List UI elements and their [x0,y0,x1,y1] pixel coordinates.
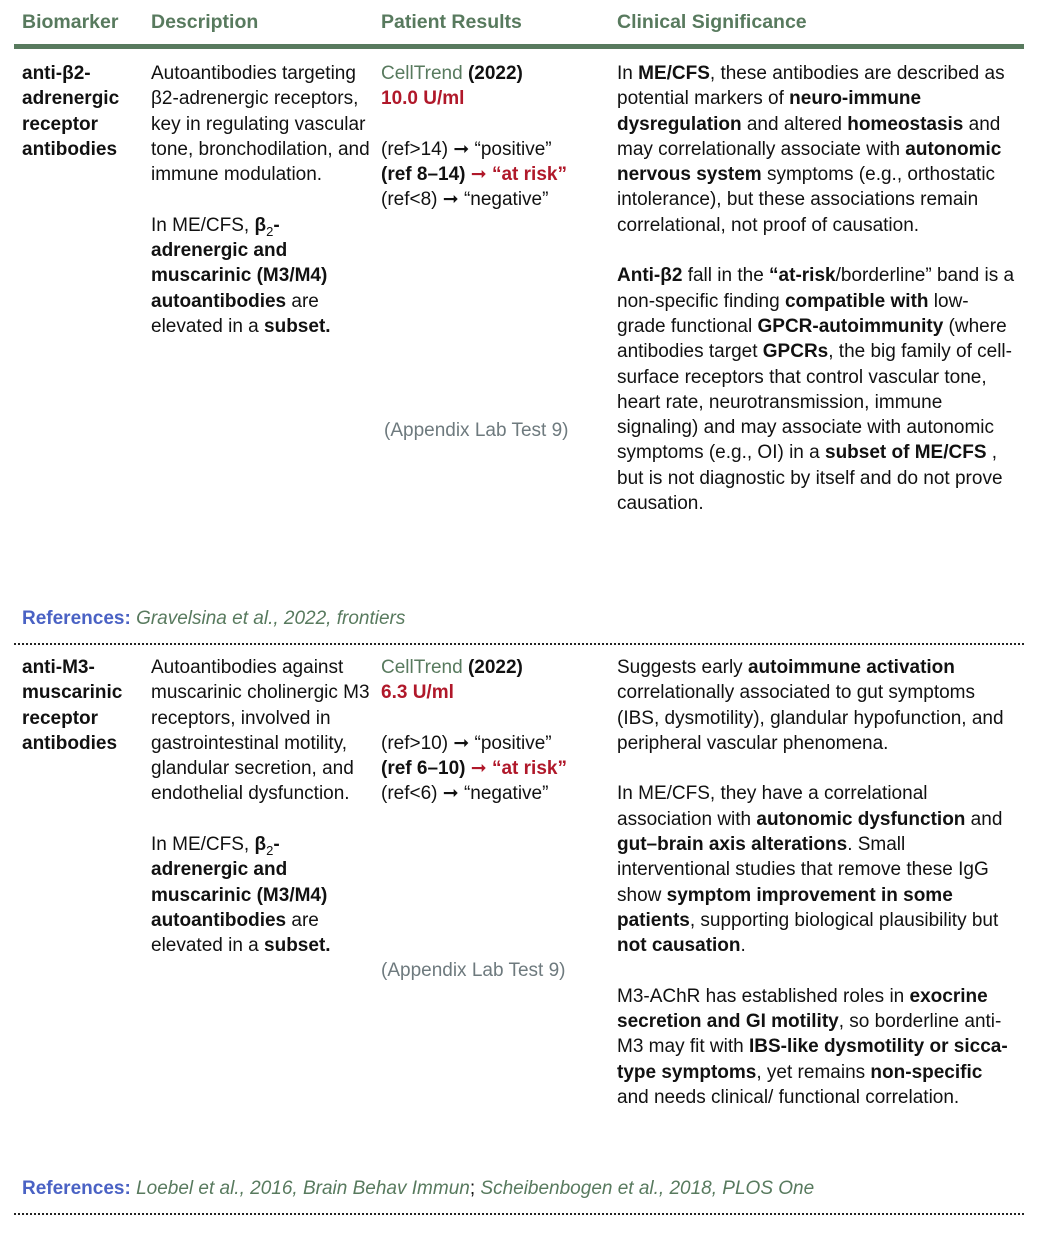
text: fall in the [682,265,770,287]
ref-at-risk-range: (ref 8–14) [381,164,466,186]
text: . [740,935,746,957]
bold-text: “at-risk [769,265,836,287]
table-header [0,10,1040,38]
arrow-icon: ➞ [465,758,492,780]
text: Suggests early [617,657,748,678]
bold-text: exocrine secretion and GI motility [617,985,988,1033]
references-label: References: [22,608,131,629]
bold-text: neuro-immune dysregulation [617,88,922,135]
result-value: 10.0 U/ml [381,88,465,110]
text: and may correlationally associate with [617,113,1001,160]
text: , so borderline anti-M3 may fit with [617,1011,1002,1058]
text: are elevated in a [151,909,319,957]
ref-negative: (ref<8) ➞ “negative” [381,189,549,211]
bold-text: autonomic nervous system [617,138,1002,186]
significance-cell [617,655,1017,1136]
text: and needs clinical/ functional correlation. [617,1087,960,1109]
significance-paragraph [617,263,1017,516]
ref-at-risk-range: (ref 6–10) [381,758,466,780]
bold-text: gut–brain axis alterations [617,834,848,856]
reference-link[interactable]: Loebel et al., 2016, Brain Behav Immun [136,1178,470,1199]
description-paragraph [151,61,373,187]
reference-link[interactable]: Scheibenbogen et al., 2018, PLOS One [480,1178,815,1199]
text: and altered [741,113,848,135]
ref-positive: (ref>10) ➞ “positive” [381,732,552,754]
spacer [381,112,611,137]
bold-text: GPCRs [762,341,829,363]
text: correlationally associated to gut symptoms (IBS, dysmotility), glandular hypofunction, and peripheral vascular phenomena. [617,682,1004,754]
bold-text: subset. [264,315,331,337]
bold-text: -adrenergic and muscarinic (M3/M4) autoantibodies [151,214,328,312]
row-divider [14,643,1024,645]
bold-text: -adrenergic and muscarinic (M3/M4) autoantibodies [151,834,328,931]
text: , but is not diagnostic by itself and do not prove causation. [617,442,1003,515]
significance-cell [617,61,1017,542]
bold-text: Anti-β2 [617,265,683,287]
text: , the big family of cell-surface receptors that control vascular tone, heart rate, neurotransmission, immune signaling) and may associate with autonomic symptoms (e.g., OI) in a [617,341,1012,464]
significance-paragraph [617,984,1017,1110]
significance-paragraph [617,655,1017,756]
bold-text: symptom improvement in some patients [617,884,953,931]
significance-paragraph [617,61,1017,238]
bold-text: subset. [264,935,331,957]
lab-name: CellTrend [381,63,463,84]
bold-text: subset of ME/CFS [825,442,987,464]
ref-at-risk-label: “at risk” [491,164,567,186]
text: Autoantibodies targeting β2-adrenergic receptors, key in regulating vascular tone, bronchodilation, and immune modulation. [151,63,370,186]
references-line [22,606,405,631]
reference-link[interactable]: Gravelsina et al., 2022, frontiers [136,608,406,629]
text: are elevated in a [151,290,319,337]
text: In ME/CFS, they have a correlational association with [617,783,928,830]
bold-text: IBS-like dysmotility or sicca-type symptoms [617,1036,1008,1083]
appendix-link[interactable]: (Appendix Lab Test 9) [381,960,566,981]
references-line [22,1176,814,1201]
text: (where antibodies target [617,315,1007,363]
text: and [965,808,1003,830]
header-significance: Clinical Significance [617,11,807,33]
text: , yet remains [756,1061,871,1083]
bold-text: not causation [617,935,741,957]
description-paragraph [151,832,373,958]
header-biomarker: Biomarker [22,11,119,33]
description-cell [151,61,373,365]
bold-text: autoimmune activation [747,657,955,678]
results-cell [381,61,611,561]
bold-text: autonomic dysfunction [756,808,966,830]
lab-name: CellTrend [381,657,463,678]
text: low-grade functional [617,290,969,337]
separator: ; [469,1178,481,1199]
results-cell [381,655,611,1155]
text: , supporting biological plausibility but [689,909,999,931]
result-value: 6.3 U/ml [381,682,454,704]
bold-text: β [254,214,267,236]
ref-at-risk [381,162,611,187]
row-divider [14,1213,1024,1215]
appendix-link[interactable]: (Appendix Lab Test 9) [384,420,569,441]
result-source [381,655,611,680]
arrow-icon: ➞ [465,164,492,186]
description-paragraph [151,213,373,339]
header-divider [14,44,1024,49]
text: In ME/CFS, [151,834,255,856]
references-label: References: [22,1178,131,1199]
text: M3-AChR has established roles in [617,985,910,1007]
ref-at-risk [381,756,611,781]
ref-positive: (ref>14) ➞ “positive” [381,138,552,160]
bold-text: ME/CFS [638,63,710,84]
text: . Small interventional studies that remove these IgG show [617,834,989,906]
text: In ME/CFS, [151,214,255,236]
bold-text: β [254,834,267,856]
text: /borderline” band is a non-specific finding [617,265,1015,312]
bold-text: 2 [266,842,274,858]
text: , these antibodies are described as potential markers of [617,63,1005,110]
result-source [381,61,611,86]
bold-text: compatible with [784,290,929,312]
test-year: (2022) [467,657,523,678]
bold-text: non-specific [870,1061,983,1083]
spacer [381,706,611,731]
bold-text: homeostasis [847,113,964,135]
header-results: Patient Results [381,11,522,33]
test-year: (2022) [467,63,523,84]
text: symptoms (e.g., orthostatic intolerance), but these associations remain correlational, not proof of causation. [617,164,996,236]
biomarker-name: anti-M3-muscarinic receptor antibodies [22,657,123,754]
text: Autoantibodies against muscarinic cholinergic M3 receptors, involved in gastrointestinal motility, glandular secretion, and endothelial dysfunction. [151,657,370,805]
biomarker-name: anti-β2-adrenergic receptor antibodies [22,63,120,160]
ref-negative: (ref<6) ➞ “negative” [381,783,549,805]
header-description: Description [151,11,259,33]
significance-paragraph [617,781,1017,958]
description-cell [151,655,373,984]
ref-at-risk-label: “at risk” [491,758,567,780]
description-paragraph [151,655,373,807]
text: In [617,63,639,84]
bold-text: GPCR-autoimmunity [757,315,944,337]
bold-text: 2 [266,223,274,239]
